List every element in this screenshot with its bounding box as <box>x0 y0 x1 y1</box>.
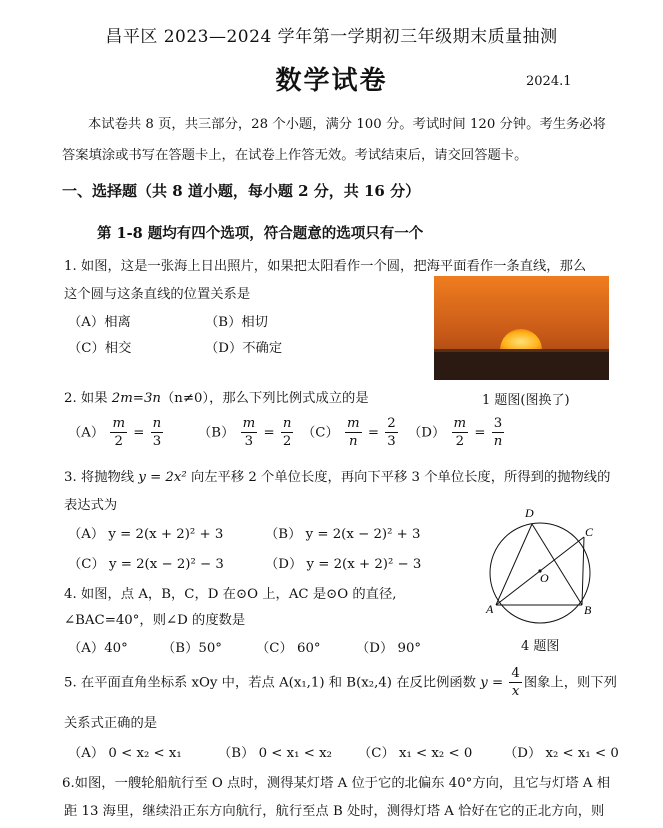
circle-geometry-figure <box>474 500 608 630</box>
q2-stem <box>64 387 369 406</box>
q3-option-d: （D） y = 2(x + 2)² − 3 <box>265 557 422 572</box>
fraction: $\frac{m}{3}$ <box>242 416 256 450</box>
exam-header-title: 昌平区 2023—2024 学年第一学期初三年级期末质量抽测 <box>105 27 558 47</box>
q5-line-1: 5. 在平面直角坐标系 xOy 中，若点 A(x₁,1) 和 B(x₂,4) 在反比例函数 y = $\frac{4}{x}$ 图象上，则下列 <box>64 666 617 700</box>
q5-option-d: （D） x₂ < x₁ < 0 <box>504 746 619 761</box>
q4-line-1: 4. 如图，点 A，B，C，D 在⊙O 上，AC 是⊙O 的直径, <box>64 587 397 602</box>
q5-option-c: （C） x₁ < x₂ < 0 <box>358 746 473 761</box>
section-title: 一、选择题（共 8 道小题，每小题 2 分，共 16 分） <box>62 182 421 200</box>
label-b: B <box>584 603 592 617</box>
q2-option-a-label: （A） <box>68 425 105 441</box>
exam-subject-title: 数学试卷 <box>275 66 388 96</box>
q1-caption: 1 题图(图换了) <box>482 393 570 408</box>
q4-option-d: （D） 90° <box>356 641 422 656</box>
label-d: D <box>525 506 534 520</box>
q5-option-b: （B） 0 < x₁ < x₂ <box>218 746 332 761</box>
q2-option-d: （D） $\frac{m}{2}$ = $\frac{3}{n}$ <box>408 416 503 450</box>
q6-line-1: 6.如图，一艘轮船航行至 O 点时，测得某灯塔 A 位于它的北偏东 40°方向，且它与灯塔 A 相 <box>62 776 611 791</box>
q4-option-c: （C） 60° <box>256 641 321 656</box>
q2-option-b: （B） $\frac{m}{3}$ = $\frac{n}{2}$ <box>198 416 292 450</box>
q2-option-d-label: （D） <box>408 425 446 441</box>
q1-line-1: 1. 如图，这是一张海上日出照片，如果把太阳看作一个圆，把海平面看作一条直线，那么 <box>64 259 587 274</box>
label-a: A <box>486 602 494 616</box>
q3-line-2: 表达式为 <box>64 498 118 513</box>
fraction: $\frac{2}{3}$ <box>387 416 396 450</box>
fraction: $\frac{n}{2}$ <box>282 416 292 450</box>
q4-option-b: （B）50° <box>162 641 222 656</box>
q2-condition: 2m=3n <box>111 391 161 406</box>
q4-line-2: ∠BAC=40°，则∠D 的度数是 <box>64 613 246 628</box>
q3-option-a: （A） y = 2(x + 2)² + 3 <box>68 527 224 542</box>
fraction: $\frac{3}{n}$ <box>493 416 503 450</box>
q3-parabola: y = 2x² <box>138 470 187 485</box>
q1-option-d: （D）不确定 <box>205 341 283 356</box>
q6-line-2: 距 13 海里，继续沿正东方向航行，航行至点 B 处时，测得灯塔 A 恰好在它的正北方向，则 <box>64 804 605 819</box>
q4-caption: 4 题图 <box>521 639 560 654</box>
q5-func-lhs: y = <box>480 675 504 691</box>
q3-option-b: （B） y = 2(x − 2)² + 3 <box>265 527 421 542</box>
exam-date: 2024.1 <box>526 74 572 89</box>
fraction: $\frac{m}{2}$ <box>112 416 126 450</box>
q4-option-a: （A）40° <box>68 641 128 656</box>
intro-line-2: 答案填涂或书写在答题卡上，在试卷上作答无效。考试结束后，请交回答题卡。 <box>62 148 528 163</box>
q3-line-1: 3. 将抛物线 y = 2x² 向左平移 2 个单位长度，再向下平移 3 个单位长度，所得到的抛物线的 <box>64 470 611 485</box>
fraction: $\frac{4}{x}$ <box>511 666 520 700</box>
section-instruction: 第 1-8 题均有四个选项，符合题意的选项只有一个 <box>97 225 424 242</box>
q1-option-a: （A）相离 <box>68 315 131 330</box>
q2-option-c: （C） $\frac{m}{n}$ = $\frac{2}{3}$ <box>302 416 396 450</box>
q2-option-a: （A） $\frac{m}{2}$ = $\frac{n}{3}$ <box>68 416 162 450</box>
q3-option-c: （C） y = 2(x − 2)² − 3 <box>68 557 224 572</box>
fraction: $\frac{m}{2}$ <box>453 416 467 450</box>
intro-line-1: 本试卷共 8 页，共三部分，28 个小题，满分 100 分。考试时间 120 分钟。考生务必将 <box>88 117 606 132</box>
q5-option-a: （A） 0 < x₂ < x₁ <box>68 746 182 761</box>
sunrise-photo <box>434 276 609 380</box>
label-o: O <box>540 571 549 585</box>
q2-suffix: ，那么下列比例式成立的是 <box>209 391 369 406</box>
q2-option-c-label: （C） <box>302 425 339 441</box>
q1-option-c: （C）相交 <box>68 341 132 356</box>
q1-option-b: （B）相切 <box>205 315 268 330</box>
q5-line-2: 关系式正确的是 <box>64 716 158 731</box>
q1-line-2: 这个圆与这条直线的位置关系是 <box>64 287 251 302</box>
fraction: $\frac{m}{n}$ <box>347 416 360 450</box>
fraction: $\frac{n}{3}$ <box>152 416 162 450</box>
q2-option-b-label: （B） <box>198 425 235 441</box>
label-c: C <box>585 525 594 539</box>
q2-paren: （n≠0） <box>160 391 210 406</box>
segment-ad <box>496 524 532 605</box>
q2-prefix: 2. 如果 <box>64 391 112 406</box>
